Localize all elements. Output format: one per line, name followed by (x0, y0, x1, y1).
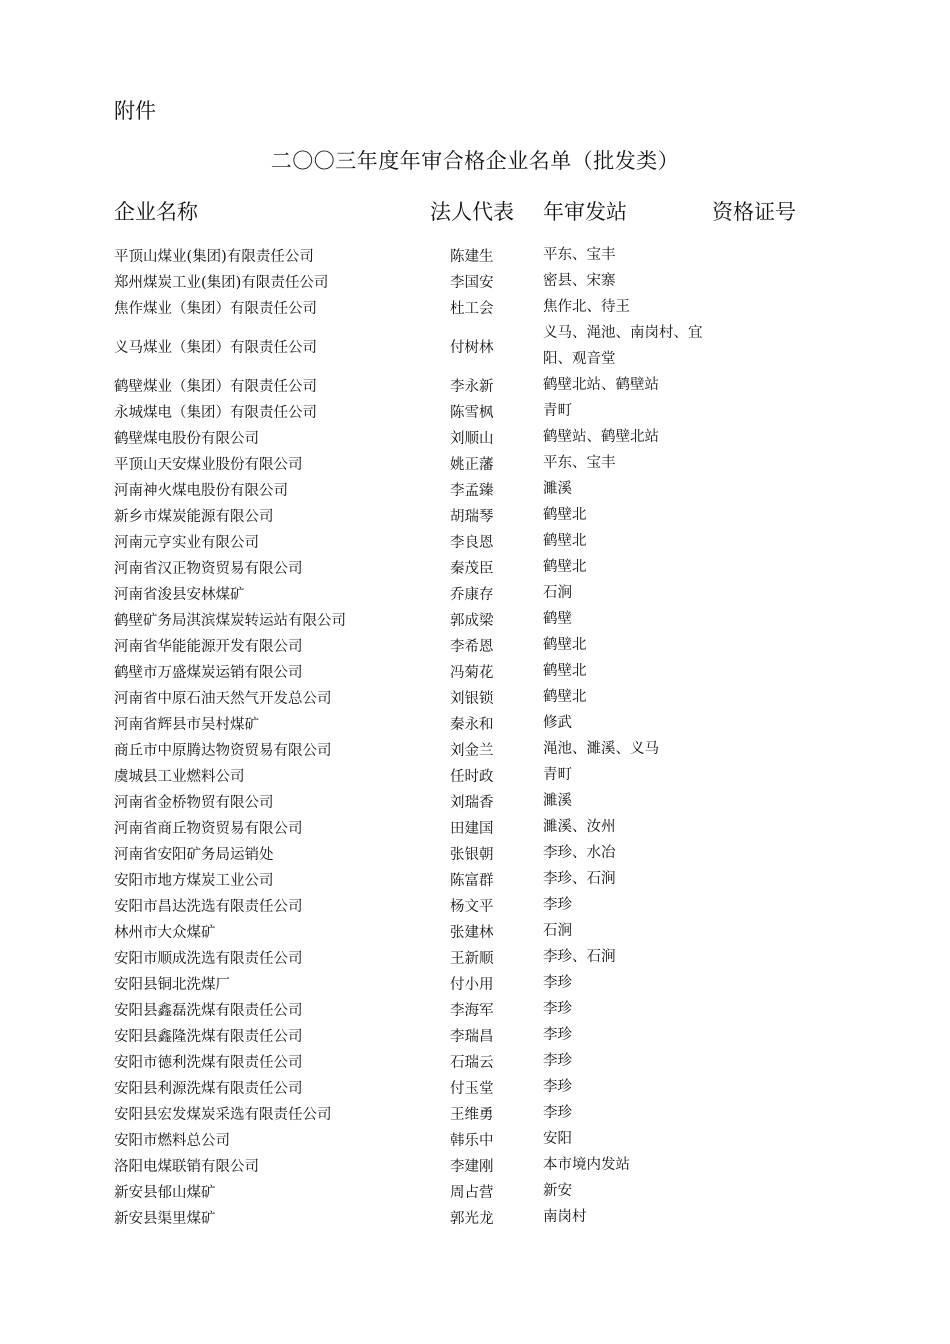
legal-representative: 陈富群 (450, 872, 494, 889)
annual-review-station: 李珍 (543, 975, 572, 991)
table-row (0, 1126, 950, 1152)
table-row (0, 554, 950, 580)
company-name: 河南省辉县市吴村煤矿 (114, 716, 259, 733)
legal-representative: 张建林 (450, 924, 494, 941)
company-name: 郑州煤炭工业(集团)有限责任公司 (114, 274, 329, 291)
annual-review-station: 李珍 (543, 1053, 572, 1069)
legal-representative: 胡瑞琴 (450, 508, 494, 525)
legal-representative: 乔康存 (450, 586, 494, 603)
company-name: 焦作煤业（集团）有限责任公司 (114, 300, 317, 317)
annual-review-station: 鹤壁北 (543, 637, 587, 653)
table-row (0, 1178, 950, 1204)
company-name: 安阳县铜北洗煤厂 (114, 976, 230, 993)
annual-review-station: 濉溪、汝州 (543, 819, 616, 835)
annual-review-station: 鹤壁北 (543, 507, 587, 523)
annual-review-station: 渑池、濉溪、义马 (543, 741, 659, 757)
legal-representative: 杨文平 (450, 898, 494, 915)
company-name: 安阳市顺成洗选有限责任公司 (114, 950, 303, 967)
company-name: 河南元亨实业有限公司 (114, 534, 259, 551)
table-row (0, 424, 950, 450)
annual-review-station: 青町 (543, 767, 572, 783)
company-name: 商丘市中原腾达物资贸易有限公司 (114, 742, 332, 759)
annual-review-station: 焦作北、待王 (543, 299, 630, 315)
table-row (0, 1152, 950, 1178)
table-row (0, 970, 950, 996)
annual-review-station: 李珍、石涧 (543, 871, 616, 887)
company-name: 安阳县鑫磊洗煤有限责任公司 (114, 1002, 303, 1019)
annual-review-station: 李珍 (543, 1105, 572, 1121)
company-name: 永城煤电（集团）有限责任公司 (114, 404, 317, 421)
legal-representative: 李良恩 (450, 534, 494, 551)
table-row (0, 1022, 950, 1048)
annual-review-station: 濉溪 (543, 481, 572, 497)
company-name: 鹤壁煤业（集团）有限责任公司 (114, 378, 317, 395)
company-name: 林州市大众煤矿 (114, 924, 216, 941)
table-row (0, 866, 950, 892)
table-row (0, 944, 950, 970)
annual-review-station: 密县、宋寨 (543, 273, 616, 289)
company-name: 河南省金桥物贸有限公司 (114, 794, 274, 811)
company-name: 河南省浚县安林煤矿 (114, 586, 245, 603)
table-row (0, 372, 950, 398)
table-row (0, 1074, 950, 1100)
annual-review-station: 李珍 (543, 1027, 572, 1043)
table-row (0, 476, 950, 502)
legal-representative: 李永新 (450, 378, 494, 395)
company-name: 安阳市德利洗煤有限责任公司 (114, 1054, 303, 1071)
table-row (0, 450, 950, 476)
company-name: 洛阳电煤联销有限公司 (114, 1158, 259, 1175)
legal-representative: 李希恩 (450, 638, 494, 655)
company-name: 新安县渠里煤矿 (114, 1210, 216, 1227)
annual-review-station: 鹤壁北 (543, 559, 587, 575)
annual-review-station: 平东、宝丰 (543, 455, 616, 471)
legal-representative: 王新顺 (450, 950, 494, 967)
company-name: 安阳县宏发煤炭采选有限责任公司 (114, 1106, 332, 1123)
column-header-name: 企业名称 (114, 200, 198, 224)
legal-representative: 韩乐中 (450, 1132, 494, 1149)
company-name: 平顶山煤业(集团)有限责任公司 (114, 248, 314, 265)
table-row (0, 658, 950, 684)
legal-representative: 任时政 (450, 768, 494, 785)
legal-representative: 刘瑞香 (450, 794, 494, 811)
table-row (0, 632, 950, 658)
legal-representative: 陈建生 (450, 248, 494, 265)
annual-review-station: 新安 (543, 1183, 572, 1199)
table-row (0, 1204, 950, 1230)
legal-representative: 刘银锁 (450, 690, 494, 707)
legal-representative: 陈雪枫 (450, 404, 494, 421)
column-header-station: 年审发站 (543, 200, 627, 224)
table-row (0, 840, 950, 866)
company-name: 新安县郁山煤矿 (114, 1184, 216, 1201)
table-row (0, 684, 950, 710)
legal-representative: 杜工会 (450, 300, 494, 317)
annual-review-station: 石涧 (543, 923, 572, 939)
table-row (0, 736, 950, 762)
company-name: 鹤壁市万盛煤炭运销有限公司 (114, 664, 303, 681)
annual-review-station: 本市境内发站 (543, 1157, 630, 1173)
annual-review-station: 李珍 (543, 1079, 572, 1095)
column-header-certificate: 资格证号 (712, 200, 796, 224)
annual-review-station: 李珍 (543, 897, 572, 913)
annual-review-station: 李珍、水冶 (543, 845, 616, 861)
legal-representative: 秦茂臣 (450, 560, 494, 577)
legal-representative: 田建国 (450, 820, 494, 837)
annual-review-station: 鹤壁北 (543, 663, 587, 679)
company-name: 平顶山天安煤业股份有限公司 (114, 456, 303, 473)
company-name: 安阳县鑫隆洗煤有限责任公司 (114, 1028, 303, 1045)
annual-review-station: 濉溪 (543, 793, 572, 809)
company-name: 安阳县利源洗煤有限责任公司 (114, 1080, 303, 1097)
legal-representative: 冯菊花 (450, 664, 494, 681)
table-row (0, 1048, 950, 1074)
legal-representative: 刘顺山 (450, 430, 494, 447)
legal-representative: 周占营 (450, 1184, 494, 1201)
legal-representative: 付玉堂 (450, 1080, 494, 1097)
table-row (0, 996, 950, 1022)
legal-representative: 张银朝 (450, 846, 494, 863)
attachment-label: 附件 (114, 99, 156, 123)
annual-review-station: 李珍、石涧 (543, 949, 616, 965)
company-name: 河南省中原石油天然气开发总公司 (114, 690, 332, 707)
page-title: 二〇〇三年度年审合格企业名单（批发类） (270, 149, 680, 173)
annual-review-station: 李珍 (543, 1001, 572, 1017)
table-row (0, 502, 950, 528)
company-name: 河南省汉正物资贸易有限公司 (114, 560, 303, 577)
table-row (0, 580, 950, 606)
table-row (0, 788, 950, 814)
legal-representative: 李孟臻 (450, 482, 494, 499)
annual-review-station: 平东、宝丰 (543, 247, 616, 263)
company-name: 义马煤业（集团）有限责任公司 (114, 339, 317, 356)
legal-representative: 郭光龙 (450, 1210, 494, 1227)
legal-representative: 付小用 (450, 976, 494, 993)
company-name: 河南省商丘物资贸易有限公司 (114, 820, 303, 837)
company-name: 鹤壁煤电股份有限公司 (114, 430, 259, 447)
legal-representative: 王维勇 (450, 1106, 494, 1123)
legal-representative: 郭成梁 (450, 612, 494, 629)
company-name: 河南省安阳矿务局运销处 (114, 846, 274, 863)
company-name: 河南神火煤电股份有限公司 (114, 482, 288, 499)
table-row (0, 398, 950, 424)
annual-review-station: 安阳 (543, 1131, 572, 1147)
table-row (0, 320, 950, 372)
legal-representative: 李建刚 (450, 1158, 494, 1175)
legal-representative: 李国安 (450, 274, 494, 291)
company-list (0, 242, 950, 1230)
legal-representative: 李瑞昌 (450, 1028, 494, 1045)
legal-representative: 姚正藩 (450, 456, 494, 473)
table-row (0, 268, 950, 294)
annual-review-station: 义马、渑池、南岗村、宜阳、观音堂 (543, 325, 703, 367)
annual-review-station: 修武 (543, 715, 572, 731)
table-row (0, 762, 950, 788)
company-name: 虞城县工业燃料公司 (114, 768, 245, 785)
table-row (0, 528, 950, 554)
table-row (0, 892, 950, 918)
annual-review-station: 鹤壁 (543, 611, 572, 627)
table-row (0, 814, 950, 840)
column-header-legal-rep: 法人代表 (430, 200, 514, 224)
annual-review-station: 石涧 (543, 585, 572, 601)
annual-review-station: 青町 (543, 403, 572, 419)
company-name: 河南省华能能源开发有限公司 (114, 638, 303, 655)
table-row (0, 710, 950, 736)
company-name: 安阳市昌达洗选有限责任公司 (114, 898, 303, 915)
company-name: 新乡市煤炭能源有限公司 (114, 508, 274, 525)
table-row (0, 1100, 950, 1126)
legal-representative: 石瑞云 (450, 1054, 494, 1071)
table-row (0, 294, 950, 320)
company-name: 安阳市燃料总公司 (114, 1132, 230, 1149)
table-row (0, 918, 950, 944)
legal-representative: 刘金兰 (450, 742, 494, 759)
legal-representative: 付树林 (450, 339, 494, 356)
legal-representative: 秦永和 (450, 716, 494, 733)
annual-review-station: 鹤壁北 (543, 533, 587, 549)
annual-review-station: 南岗村 (543, 1209, 587, 1225)
legal-representative: 李海军 (450, 1002, 494, 1019)
annual-review-station: 鹤壁北 (543, 689, 587, 705)
annual-review-station: 鹤壁站、鹤壁北站 (543, 429, 659, 445)
company-name: 安阳市地方煤炭工业公司 (114, 872, 274, 889)
table-row (0, 242, 950, 268)
annual-review-station: 鹤壁北站、鹤壁站 (543, 377, 659, 393)
table-row (0, 606, 950, 632)
company-name: 鹤壁矿务局淇滨煤炭转运站有限公司 (114, 612, 346, 629)
